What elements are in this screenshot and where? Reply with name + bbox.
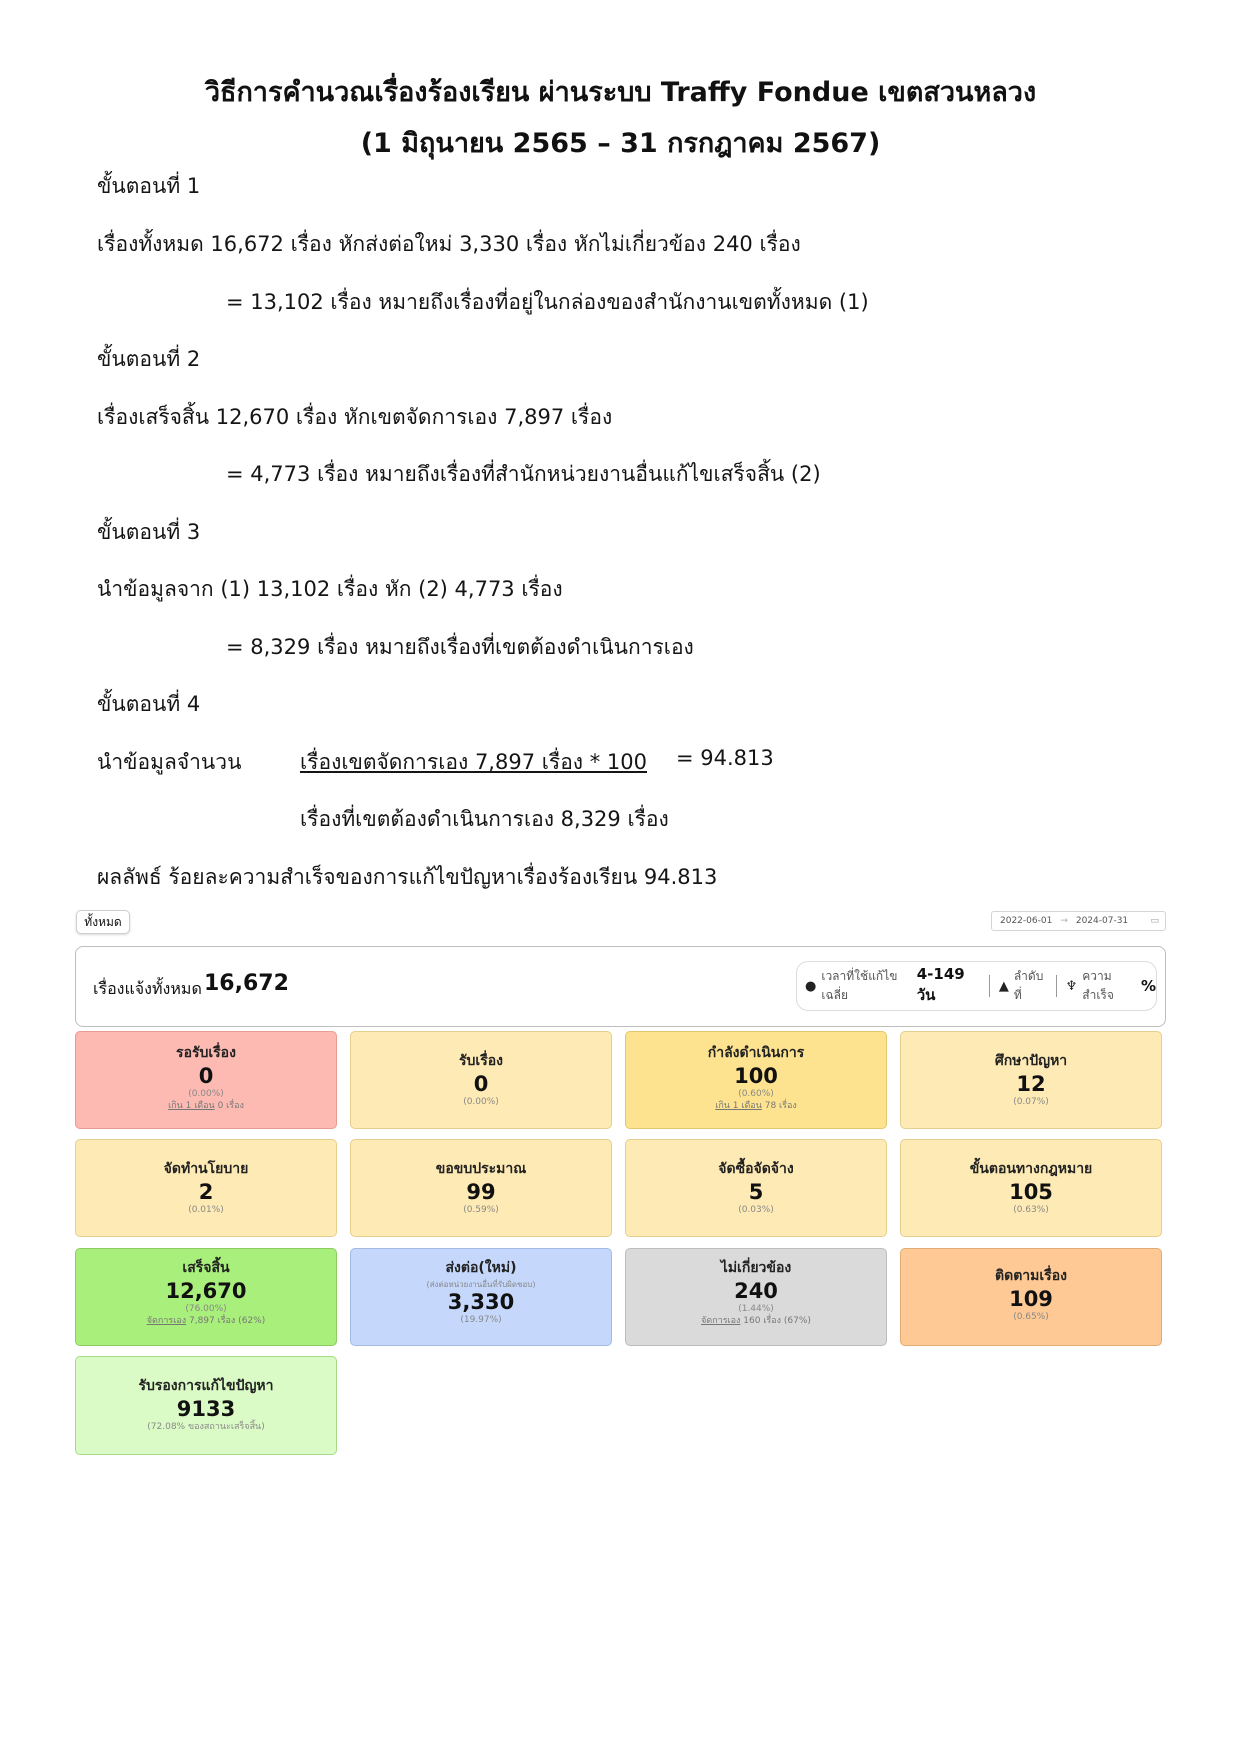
card-title: กำลังดำเนินการ bbox=[707, 1045, 805, 1061]
card-sub-text: 78 เรื่อง bbox=[761, 1101, 797, 1111]
card-title: จัดทำนโยบาย bbox=[163, 1161, 249, 1177]
date-start: 2022-06-01 bbox=[1000, 916, 1053, 926]
user-clock-icon: ● bbox=[805, 978, 817, 994]
card-percent: (0.60%) bbox=[738, 1089, 774, 1099]
conclusion: ผลลัพธ์ ร้อยละความสำเร็จของการแก้ไขปัญหาเรื่องร้องเรียน 94.813 bbox=[97, 865, 718, 889]
card-percent: (0.00%) bbox=[188, 1089, 224, 1099]
card-percent: (0.65%) bbox=[1013, 1312, 1049, 1322]
card-sub-text: 160 เรื่อง (67%) bbox=[740, 1316, 811, 1326]
card-title: ไม่เกี่ยวข้อง bbox=[720, 1260, 792, 1276]
card-follow-up[interactable] bbox=[900, 1248, 1162, 1346]
step2-line1: เรื่องเสร็จสิ้น 12,670 เรื่อง หักเขตจัดการเอง 7,897 เรื่อง bbox=[97, 405, 613, 429]
card-received[interactable] bbox=[350, 1031, 612, 1129]
card-percent: (0.59%) bbox=[463, 1205, 499, 1215]
card-budget[interactable] bbox=[350, 1139, 612, 1237]
doc-title: วิธีการคำนวณเรื่องร้องเรียน ผ่านระบบ Traffy Fondue เขตสวนหลวง bbox=[204, 77, 1037, 108]
step1-line2: = 13,102 เรื่อง หมายถึงเรื่องที่อยู่ในกล่องของสำนักงานเขตทั้งหมด (1) bbox=[226, 290, 869, 314]
card-value: 12 bbox=[1016, 1072, 1046, 1096]
step4-heading: ขั้นตอนที่ 4 bbox=[97, 692, 201, 716]
card-irrelevant[interactable] bbox=[625, 1248, 887, 1346]
avg-time-value: 4-149 วัน bbox=[916, 965, 965, 1004]
divider bbox=[989, 975, 990, 997]
card-percent: (0.00%) bbox=[463, 1097, 499, 1107]
card-title: ศึกษาปัญหา bbox=[994, 1053, 1068, 1069]
card-sub bbox=[626, 1100, 886, 1112]
card-title: รับเรื่อง bbox=[459, 1053, 503, 1069]
avg-time-label: เวลาที่ใช้แก้ไขเฉลี่ย bbox=[821, 969, 898, 1002]
card-title: ขอขบประมาณ bbox=[435, 1161, 527, 1177]
card-certified[interactable] bbox=[75, 1356, 337, 1455]
card-percent: (0.07%) bbox=[1013, 1097, 1049, 1107]
step4-label: นำข้อมูลจำนวน bbox=[97, 750, 242, 774]
card-sub-text: 7,897 เรื่อง (62%) bbox=[186, 1316, 266, 1326]
card-value: 2 bbox=[198, 1180, 214, 1204]
card-study[interactable] bbox=[900, 1031, 1162, 1129]
card-value: 0 bbox=[198, 1064, 214, 1088]
card-legal[interactable] bbox=[900, 1139, 1162, 1237]
success-label: ความสำเร็จ bbox=[1082, 969, 1114, 1002]
card-sub-link[interactable]: เกิน 1 เดือน bbox=[168, 1101, 215, 1111]
card-sub-text: 0 เรื่อง bbox=[214, 1101, 244, 1111]
card-title: ขั้นตอนทางกฎหมาย bbox=[969, 1161, 1093, 1177]
step2-line2: = 4,773 เรื่อง หมายถึงเรื่องที่สำนักหน่วยงานอื่นแก้ไขเสร็จสิ้น (2) bbox=[226, 462, 821, 486]
all-filter-button[interactable]: ทั้งหมด bbox=[76, 910, 130, 934]
card-percent: (0.03%) bbox=[738, 1205, 774, 1215]
card-title: รอรับเรื่อง bbox=[176, 1045, 236, 1061]
card-title: รับรองการแก้ไขปัญหา bbox=[138, 1378, 274, 1394]
divider bbox=[1056, 975, 1057, 997]
card-value: 109 bbox=[1009, 1287, 1053, 1311]
card-value: 240 bbox=[734, 1279, 778, 1303]
card-note: (ส่งต่อหน่วยงานอื่นที่รับผิดชอบ) bbox=[426, 1280, 536, 1289]
card-sub bbox=[76, 1100, 336, 1112]
step4-numerator: เรื่องเขตจัดการเอง 7,897 เรื่อง * 100 bbox=[300, 750, 647, 774]
card-title: ส่งต่อ(ใหม่) bbox=[445, 1260, 517, 1276]
step4-result: = 94.813 bbox=[676, 746, 774, 770]
step1-heading: ขั้นตอนที่ 1 bbox=[97, 174, 201, 198]
card-value: 99 bbox=[466, 1180, 496, 1204]
card-value: 5 bbox=[748, 1180, 764, 1204]
summary-total: 16,672 bbox=[204, 971, 289, 996]
card-value: 0 bbox=[473, 1072, 489, 1096]
summary-label: เรื่องแจ้งทั้งหมด bbox=[93, 979, 202, 998]
card-sub-link[interactable]: จัดการเอง bbox=[146, 1316, 187, 1326]
step3-heading: ขั้นตอนที่ 3 bbox=[97, 520, 201, 544]
card-sub-link[interactable]: เกิน 1 เดือน bbox=[715, 1101, 762, 1111]
summary-panel bbox=[75, 946, 1166, 1027]
card-sub-link[interactable]: จัดการเอง bbox=[701, 1316, 741, 1326]
card-title: จัดซื้อจัดจ้าง bbox=[718, 1161, 794, 1177]
card-value: 100 bbox=[734, 1064, 778, 1088]
card-waiting[interactable] bbox=[75, 1031, 337, 1129]
trophy-icon: ♆ bbox=[1065, 978, 1078, 994]
card-in-progress[interactable] bbox=[625, 1031, 887, 1129]
card-procurement[interactable] bbox=[625, 1139, 887, 1237]
card-value: 3,330 bbox=[447, 1290, 515, 1314]
card-percent: (72.08% ของสถานะเสร็จสิ้น) bbox=[147, 1422, 265, 1432]
stats-pill bbox=[796, 961, 1157, 1011]
card-value: 9133 bbox=[176, 1397, 236, 1421]
card-percent: (0.01%) bbox=[188, 1205, 224, 1215]
card-value: 12,670 bbox=[165, 1279, 247, 1303]
date-range-picker[interactable] bbox=[991, 911, 1166, 931]
doc-subtitle: (1 มิถุนายน 2565 – 31 กรกฎาคม 2567) bbox=[360, 128, 881, 159]
rank-label: ลำดับที่ bbox=[1013, 969, 1044, 1002]
card-forward[interactable] bbox=[350, 1248, 612, 1346]
success-value: % bbox=[1140, 977, 1156, 995]
step4-denominator: เรื่องที่เขตต้องดำเนินการเอง 8,329 เรื่อง bbox=[300, 807, 669, 831]
card-value: 105 bbox=[1009, 1180, 1053, 1204]
card-title: ติดตามเรื่อง bbox=[995, 1268, 1067, 1284]
card-percent: (1.44%) bbox=[738, 1304, 774, 1314]
card-sub bbox=[76, 1315, 336, 1327]
arrow-icon: → bbox=[1060, 916, 1068, 926]
calendar-icon: ▭ bbox=[1150, 916, 1159, 926]
ranking-icon: ▲ bbox=[998, 978, 1009, 994]
card-percent: (19.97%) bbox=[460, 1315, 502, 1325]
card-policy[interactable] bbox=[75, 1139, 337, 1237]
card-done[interactable] bbox=[75, 1248, 337, 1346]
card-title: เสร็จสิ้น bbox=[182, 1260, 230, 1276]
card-percent: (76.00%) bbox=[185, 1304, 227, 1314]
card-percent: (0.63%) bbox=[1013, 1205, 1049, 1215]
step3-line1: นำข้อมูลจาก (1) 13,102 เรื่อง หัก (2) 4,773 เรื่อง bbox=[97, 577, 563, 601]
step3-line2: = 8,329 เรื่อง หมายถึงเรื่องที่เขตต้องดำเนินการเอง bbox=[226, 635, 694, 659]
step1-line1: เรื่องทั้งหมด 16,672 เรื่อง หักส่งต่อใหม่ 3,330 เรื่อง หักไม่เกี่ยวข้อง 240 เรื่อง bbox=[97, 232, 801, 256]
step2-heading: ขั้นตอนที่ 2 bbox=[97, 347, 201, 371]
date-end: 2024-07-31 bbox=[1075, 916, 1129, 926]
card-sub bbox=[626, 1315, 886, 1327]
